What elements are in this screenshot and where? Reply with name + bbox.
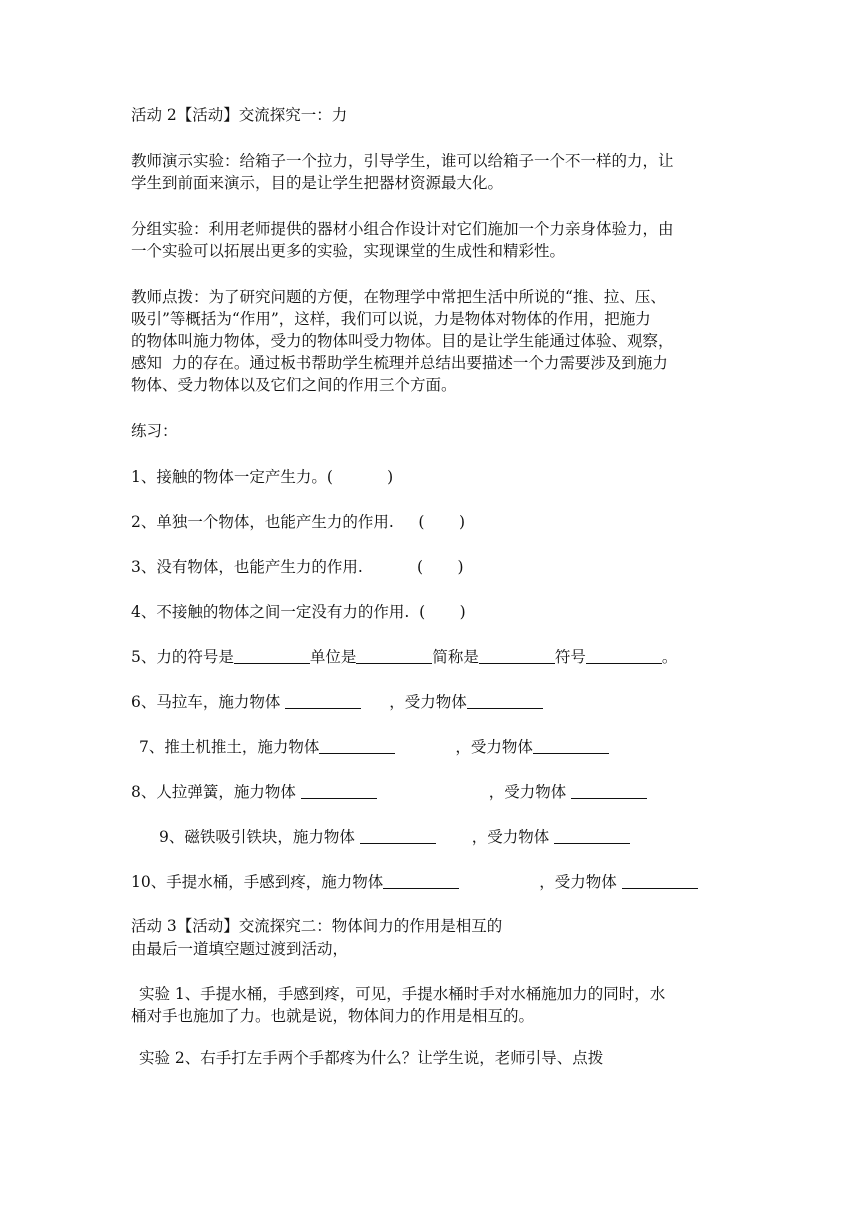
experiment-2-text: 实验 2、右手打左手两个手都疼为什么？让学生说，老师引导、点拨 <box>139 1049 604 1067</box>
q9-receiver-label: ，受力物体 <box>471 828 555 846</box>
teacher-guide-line-3: 的物体叫施力物体，受力的物体叫受力物体。目的是让学生能通过体验、观察， <box>131 332 674 350</box>
teacher-demo-paragraph <box>131 150 731 194</box>
q5-sign-blank <box>586 647 662 664</box>
q8-exerter-label: 8、人拉弹簧，施力物体 <box>131 783 301 801</box>
group-experiment-line-1: 分组实验：利用老师提供的器材小组合作设计对它们施加一个力亲身体验力，由 <box>131 220 674 238</box>
question-2: 2、单独一个物体，也能产生力的作用. ( ) <box>131 513 466 531</box>
q7-receiver-blank <box>533 737 609 754</box>
question-9 <box>159 826 630 848</box>
teacher-demo-line-2: 学生到前面来演示，目的是让学生把器材资源最大化。 <box>131 174 504 192</box>
q5-unit-label: 单位是 <box>309 648 357 666</box>
q7-exerter-label: 7、推土机推土，施力物体 <box>139 738 320 756</box>
q6-exerter-blank <box>285 692 361 709</box>
teacher-guide-line-4: 感知 力的存在。通过板书帮助学生梳理并总结出要描述一个力需要涉及到施力 <box>131 354 668 372</box>
q8-exerter-blank <box>301 782 377 799</box>
q10-exerter-blank <box>383 872 459 889</box>
q10-receiver-label: ，受力物体 <box>539 873 622 891</box>
q7-receiver-label: ，受力物体 <box>455 738 533 756</box>
teacher-guide-line-1: 教师点拨：为了研究问题的方便，在物理学中常把生活中所说的“推、拉、压、 <box>131 288 666 306</box>
teacher-demo-line-1: 教师演示实验：给箱子一个拉力，引导学生，谁可以给箱子一个不一样的力，让 <box>131 152 674 170</box>
experiment-1-line-2: 桶对手也施加了力。也就是说，物体间力的作用是相互的。 <box>131 1007 535 1025</box>
q5-abbr-label: 简称是 <box>432 648 479 666</box>
question-10 <box>131 871 698 893</box>
question-5 <box>131 646 677 668</box>
question-6 <box>131 691 543 713</box>
question-1: 1、接触的物体一定产生力。( ) <box>131 468 394 486</box>
q8-receiver-label: ，受力物体 <box>488 783 572 801</box>
activity3-heading: 活动 3【活动】交流探究二：物体间力的作用是相互的 <box>131 917 503 935</box>
group-experiment-paragraph <box>131 218 731 262</box>
q8-receiver-blank <box>571 782 647 799</box>
q5-sign-label: 符号 <box>554 648 586 666</box>
question-8 <box>131 781 647 803</box>
question-7 <box>139 736 609 758</box>
q9-exerter-label: 9、磁铁吸引铁块，施力物体 <box>159 828 360 846</box>
teacher-guide-paragraph <box>131 286 731 396</box>
q6-receiver-label: ，受力物体 <box>389 693 467 711</box>
activity2-heading: 活动 2【活动】交流探究一：力 <box>131 106 348 124</box>
q6-exerter-label: 6、马拉车，施力物体 <box>131 693 286 711</box>
experiment-1-line-1: 实验 1、手提水桶，手感到疼，可见，手提水桶时手对水桶施加力的同时，水 <box>139 985 666 1003</box>
q9-exerter-blank <box>360 827 436 844</box>
teacher-guide-line-2: 吸引”等概括为“作用”，这样，我们可以说，力是物体对物体的作用，把施力 <box>131 310 651 328</box>
teacher-guide-line-5: 物体、受力物体以及它们之间的作用三个方面。 <box>131 376 457 394</box>
q9-receiver-blank <box>554 827 630 844</box>
group-experiment-line-2: 一个实验可以拓展出更多的实验，实现课堂的生成性和精彩性。 <box>131 242 566 260</box>
exercise-label: 练习： <box>131 422 178 440</box>
q10-receiver-blank <box>622 872 698 889</box>
q5-symbol-blank <box>234 647 310 664</box>
transition-text: 由最后一道填空题过渡到活动， <box>131 940 349 958</box>
question-3: 3、没有物体，也能产生力的作用. ( ) <box>131 558 464 576</box>
q5-symbol-label: 5、力的符号是 <box>131 648 234 666</box>
q6-receiver-blank <box>467 692 543 709</box>
q10-exerter-label: 10、手提水桶，手感到疼，施力物体 <box>131 873 384 891</box>
q7-exerter-blank <box>319 737 395 754</box>
q5-abbr-blank <box>479 647 555 664</box>
q5-unit-blank <box>356 647 432 664</box>
experiment-1-paragraph <box>131 983 731 1027</box>
q5-end: 。 <box>661 648 678 666</box>
question-4: 4、不接触的物体之间一定没有力的作用. ( ) <box>131 603 466 621</box>
